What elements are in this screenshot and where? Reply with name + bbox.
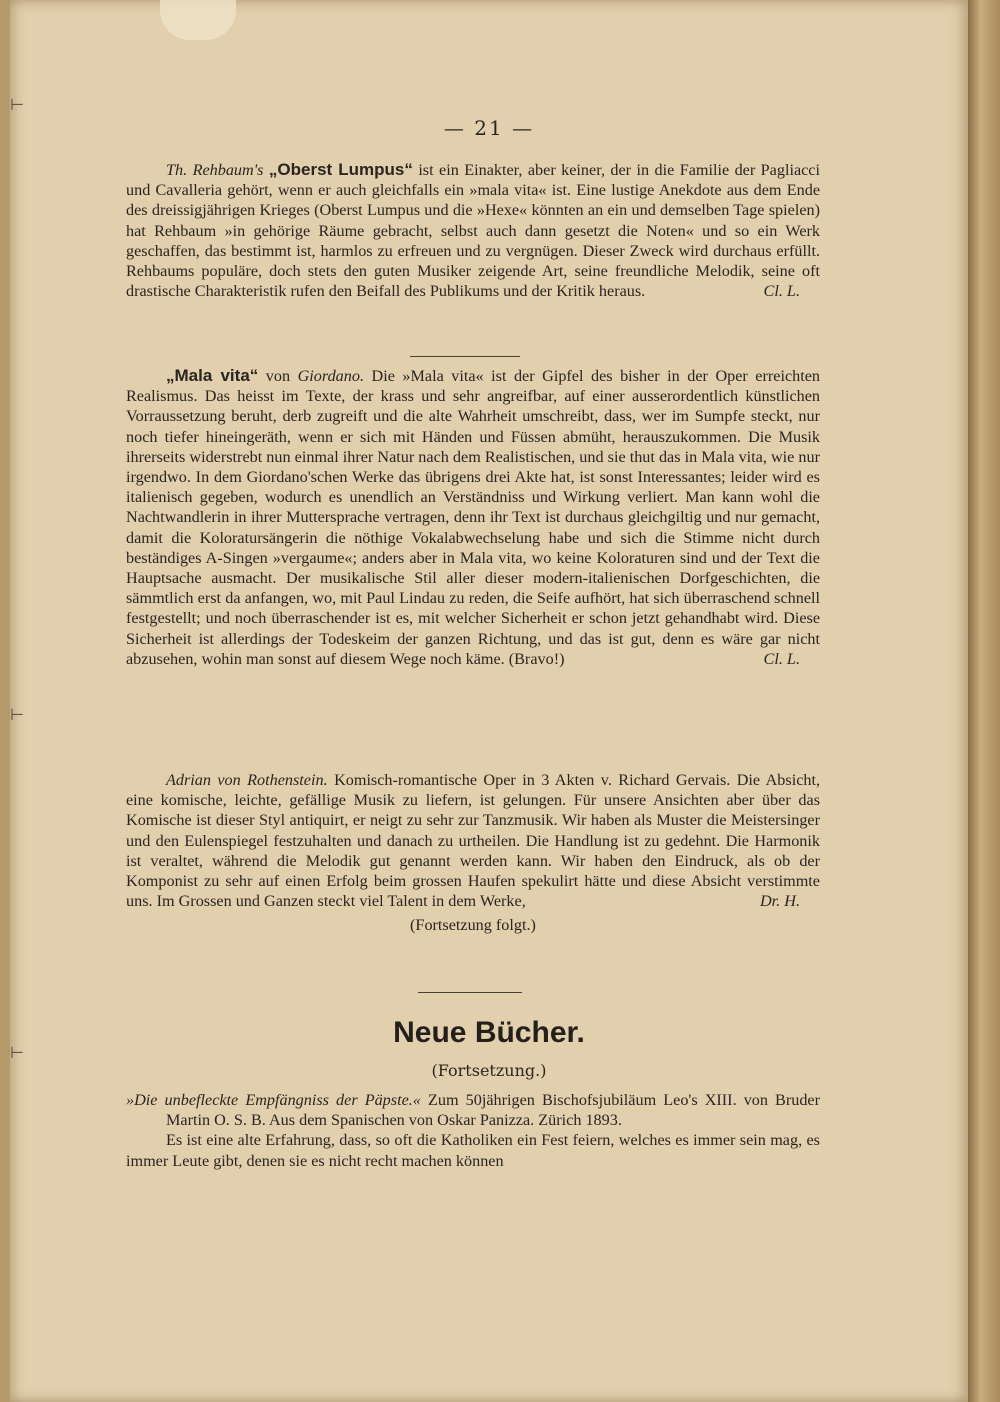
review-composer: Giordano.: [297, 367, 364, 385]
review-paragraph: [126, 770, 820, 911]
review-adrian-von-rothenstein: [126, 770, 820, 936]
continuation-note: (Fortsetzung folgt.): [410, 916, 536, 935]
spine-mark-icon: ⊢: [10, 705, 24, 724]
review-paragraph: [126, 160, 820, 301]
review-author: Th. Rehbaum's: [166, 161, 264, 179]
divider: [410, 356, 520, 357]
review-paragraph: [126, 366, 820, 669]
review-text: ist ein Einakter, aber keiner, der in die Familie der Pagliacci und Cavalleria gehört, wenn er auch gleichfalls ein »mala vita« ist. Eine lustige Anekdote aus dem Ende des dreissigjährigen Krieges (Oberst Lumpus und die »Hexe« könnten an ein und demselben Tage spielen) hat Rehbaum »in gehörige Räume gebracht, selbst auch dann gesetzt die Noten« und so ein Werk geschaffen, das bestimmt ist, harmlos zu erfreuen und zu vergnügen. Dieser Zweck wird durchaus erfüllt. Rehbaums populäre, doch stets den guten Musiker zeigende Art, seine freundliche Melodik, seine oft drastische Charakteristik rufen den Beifall des Publikums und der Kritik heraus.: [126, 161, 820, 301]
book-details: Zum 50jährigen Bischofsjubiläum Leo's XIII. von Bruder Martin O. S. B. Aus dem Spanischen von Oskar Panizza. Zürich 1893.: [166, 1091, 821, 1130]
review-mala-vita: [126, 366, 820, 669]
review-text: Komisch-romantische Oper in 3 Akten v. Richard Gervais. Die Absicht, eine komische, leichte, gefällige Musik zu liefern, ist gelungen. Für unsere Ansichten aber über das Komische ist dieser Styl antiquirt, er neigt zu sehr zur Tanzmusik. Wir haben als Muster die Meistersinger und den Eulenspiegel festzuhalten und danach zu urtheilen. Die Handlung ist zu gedehnt. Die Harmonik ist veraltet, während die Melodik gut genannt werden kann. Wir haben den Eindruck, als ob der Komponist zu sehr auf einen Erfolg beim grossen Haufen spekulirt hätte und diese Absicht verstimmte uns. Im Grossen und Ganzen steckt viel Talent in dem Werke,: [126, 771, 821, 911]
spine-mark-icon: ⊢: [10, 95, 24, 114]
page-edge: [968, 0, 1000, 1402]
page-tab: [160, 0, 236, 40]
review-text: Die »Mala vita« ist der Gipfel des bisher in der Oper erreichten Realismus. Das heisst im Texte, der krass und sehr angreifbar, auf einer ausserordentlich künstlichen Vorraussetzung beruht, derb zugreift und die alte Wahrheit umschreibt, dass, wer im Sumpfe steckt, nur noch tiefer hineingeräth, wenn er sich mit Händen und Füssen abmüht, herauszukommen. Die Musik ihrerseits widerstrebt nun einmal ihrer Natur nach dem Realistischen, und sie thut das in Mala vita, wie nur irgendwo. In dem Giordano'schen Werke das übrigens drei Akte hat, ist sonst Interessantes; leider wird es italienisch gegeben, wodurch es unendlich an Verständniss und Wirkung verliert. Man kann wohl die Nachtwandlerin in ihrer Muttersprache vertragen, denn ihr Text ist durchaus gleichgiltig und nur gemacht, damit die Koloratursängerin die nöthige Vokalabwechselung habe und sich die Stimme nicht durch beständiges A-Singen »vergaume«; anders aber in Mala vita, wo keine Koloraturen sind und der Text die Hauptsache ausmacht. Der musikalische Stil aller dieser modern-italienischen Dorfgeschichten, die sämmtlich erst da anfangen, wo, mit Paul Lindau zu reden, die Seife aufhört, hat sich überraschend schnell festgestellt; und noch überraschender ist es, mit welcher Sicherheit er schon jetzt gehandhabt wird. Diese Sicherheit ist allerdings der Todeskeim der ganzen Richtung, und das ist gut, denn es wäre gar nicht abzusehen, wohin man sonst auf diesem Wege noch käme. (Bravo!): [126, 367, 821, 668]
review-oberst-lumpus: [126, 160, 820, 301]
book-page: [10, 0, 968, 1402]
review-title: „Oberst Lumpus“: [268, 160, 413, 179]
book-entry: [126, 1090, 820, 1171]
book-citation: [126, 1090, 820, 1130]
review-signature: Cl. L.: [763, 649, 800, 668]
review-signature: Dr. H.: [759, 892, 800, 911]
review-title: Adrian von Rothenstein.: [166, 771, 328, 789]
review-title: „Mala vita“: [166, 366, 259, 385]
review-von: von: [265, 367, 291, 385]
section-subheading: (Fortsetzung.): [431, 1061, 547, 1080]
divider: [418, 992, 522, 993]
review-signature: Cl. L.: [763, 282, 800, 301]
book-body: Es ist eine alte Erfahrung, dass, so oft die Katholiken ein Fest feiern, welches es immer sein mag, es immer Leute gibt, denen sie es nicht recht machen können: [126, 1131, 820, 1170]
page-number: — 21 —: [443, 116, 535, 140]
section-heading: Neue Bücher.: [393, 1016, 585, 1049]
spine-mark-icon: ⊢: [10, 1043, 24, 1062]
book-title: »Die unbefleckte Empfängniss der Päpste.«: [126, 1091, 421, 1109]
